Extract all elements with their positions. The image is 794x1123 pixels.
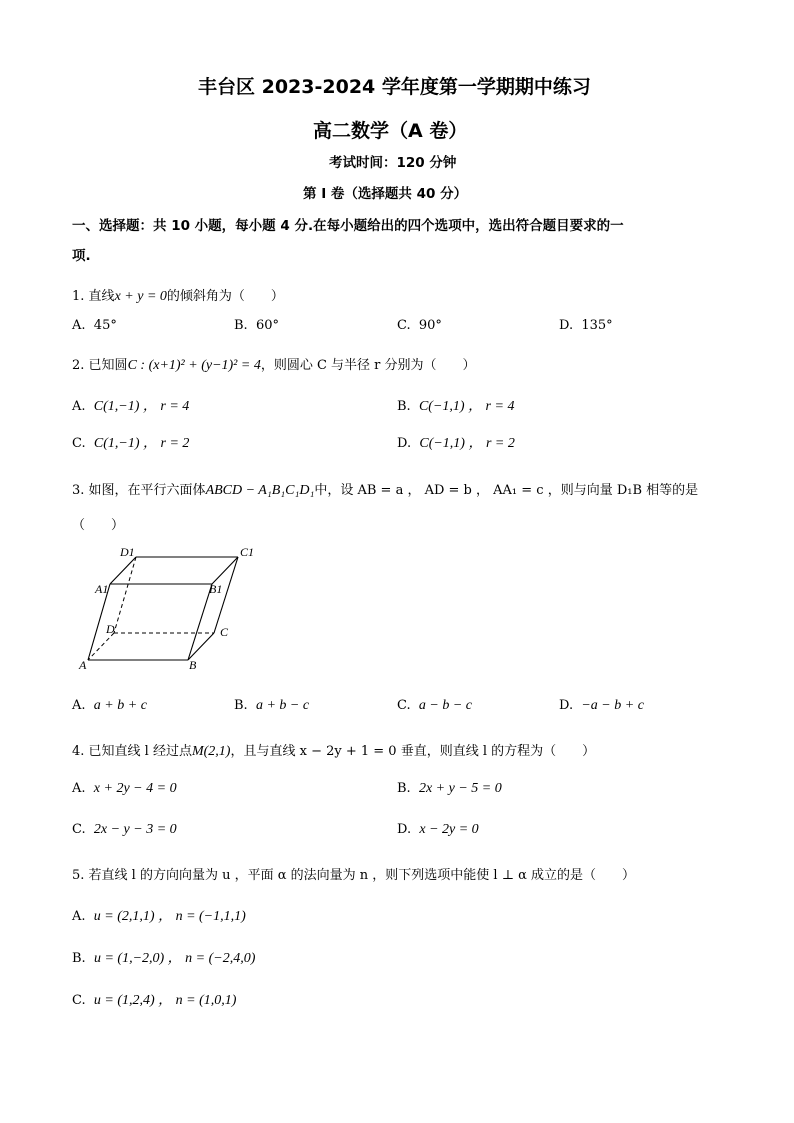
option-text: C(−1,1) ， r = 4 (418, 399, 515, 414)
q3-option-d (559, 698, 644, 714)
option-label: D. (397, 436, 412, 451)
option-label: B. (397, 399, 411, 414)
q1-option-b (234, 318, 279, 333)
option-text: C(−1,1) ， r = 2 (419, 436, 515, 451)
q4-option-a (72, 781, 177, 797)
vertex-label-a1: A1 (95, 582, 109, 596)
stem-math: C : (x+1)² + (y−1)² = 4 (127, 358, 261, 373)
question-number: 4. (72, 744, 85, 759)
option-label: D. (559, 698, 574, 713)
option-text: C(1,−1) ， r = 2 (93, 436, 190, 451)
q2-option-c (72, 432, 189, 452)
option-label: A. (72, 698, 86, 713)
question-number: 3. (72, 483, 85, 498)
option-text: 60° (255, 318, 279, 333)
q4-option-d (397, 822, 479, 838)
question-3-stem (72, 479, 698, 499)
vertex-label-a: A (79, 658, 87, 672)
q5-option-a (72, 905, 246, 925)
option-text: x − 2y = 0 (419, 822, 479, 837)
document-subtitle: 高二数学（A 卷） (313, 120, 468, 142)
option-text: u = (1,−2,0) ， n = (−2,4,0) (93, 951, 256, 966)
stem-text: 已知直线 l 经过点 (88, 744, 192, 759)
question-5-stem (72, 864, 635, 883)
q3-option-c (397, 698, 472, 714)
question-3-stem-line2: （ ） (72, 518, 125, 533)
question-number: 2. (72, 358, 85, 373)
q4-option-c (72, 822, 177, 838)
vertex-label-c: C (220, 625, 229, 639)
question-4-stem (72, 740, 595, 760)
option-text: 2x + y − 5 = 0 (418, 781, 502, 796)
section-heading-line2: 项. (72, 248, 91, 264)
q1-option-a (72, 318, 117, 333)
stem-text: 若直线 l 的方向向量为 u ，平面 α 的法向量为 n ，则下列选项中能使 l ⊥ α 成立的是（ ） (88, 868, 635, 883)
stem-text: ，则圆心 C 与半径 r 分别为（ ） (260, 358, 476, 373)
option-label: B. (72, 951, 86, 966)
option-label: B. (234, 698, 248, 713)
option-text: a − b − c (418, 698, 472, 713)
q4-option-b (397, 781, 502, 797)
part-heading: 第 I 卷（选择题共 40 分） (303, 186, 468, 202)
stem-text: 中，设 AB = a ， AD = b ， AA₁ = c ，则与向量 D₁B 相等的是 (314, 483, 699, 498)
parallelepiped-figure (78, 542, 263, 672)
option-label: A. (72, 781, 86, 796)
option-text: 45° (93, 318, 117, 333)
q3-option-a (72, 698, 147, 714)
option-label: C. (397, 318, 411, 333)
stem-math: M(2,1) (191, 744, 231, 759)
option-label: C. (72, 822, 86, 837)
stem-text: 如图，在平行六面体 (88, 483, 206, 498)
q2-option-d (397, 432, 515, 452)
option-text: u = (2,1,1) ， n = (−1,1,1) (93, 909, 246, 924)
option-label: D. (397, 822, 412, 837)
question-2-stem (72, 354, 476, 374)
option-text: 135° (581, 318, 613, 333)
option-label: B. (397, 781, 411, 796)
vertex-label-d: D (106, 622, 115, 636)
stem-text: 直线 (88, 289, 115, 304)
option-label: B. (234, 318, 248, 333)
q1-option-c (397, 318, 442, 333)
document-title: 丰台区 2023-2024 学年度第一学期期中练习 (198, 76, 591, 98)
vertex-label-d1: D1 (120, 545, 135, 559)
option-text: x + 2y − 4 = 0 (93, 781, 177, 796)
q2-option-a (72, 395, 189, 415)
stem-math: ABCD − A₁B₁C₁D₁ (205, 483, 315, 498)
q3-option-b (234, 698, 309, 714)
section-heading-line1: 一、选择题：共 10 小题，每小题 4 分.在每小题给出的四个选项中，选出符合题目要求的一 (72, 218, 624, 234)
vertex-label-c1: C1 (240, 545, 255, 559)
option-text: a + b + c (93, 698, 147, 713)
option-text: −a − b + c (581, 698, 644, 713)
stem-text: 已知圆 (88, 358, 128, 373)
option-text: C(1,−1) ， r = 4 (93, 399, 190, 414)
option-text: 90° (418, 318, 442, 333)
option-text: a + b − c (255, 698, 310, 713)
option-label: C. (397, 698, 411, 713)
q5-option-c (72, 989, 236, 1009)
q1-option-d (559, 318, 613, 333)
option-label: C. (72, 993, 86, 1008)
option-text: u = (1,2,4) ， n = (1,0,1) (93, 993, 237, 1008)
vertex-label-b: B (189, 658, 197, 672)
question-number: 1. (72, 289, 85, 304)
question-1-stem (72, 285, 284, 305)
q2-option-b (397, 395, 514, 415)
stem-math: x + y = 0 (114, 289, 167, 304)
stem-text: 的倾斜角为（ ） (166, 289, 284, 304)
option-label: A. (72, 909, 86, 924)
option-label: A. (72, 318, 86, 333)
vertex-label-b1: B1 (209, 582, 223, 596)
stem-text: ，且与直线 x − 2y + 1 = 0 垂直，则直线 l 的方程为（ ） (230, 744, 596, 759)
question-number: 5. (72, 868, 85, 883)
option-label: C. (72, 436, 86, 451)
option-label: D. (559, 318, 574, 333)
exam-time: 考试时间：120 分钟 (329, 155, 457, 171)
option-label: A. (72, 399, 86, 414)
q5-option-b (72, 947, 255, 967)
option-text: 2x − y − 3 = 0 (93, 822, 177, 837)
